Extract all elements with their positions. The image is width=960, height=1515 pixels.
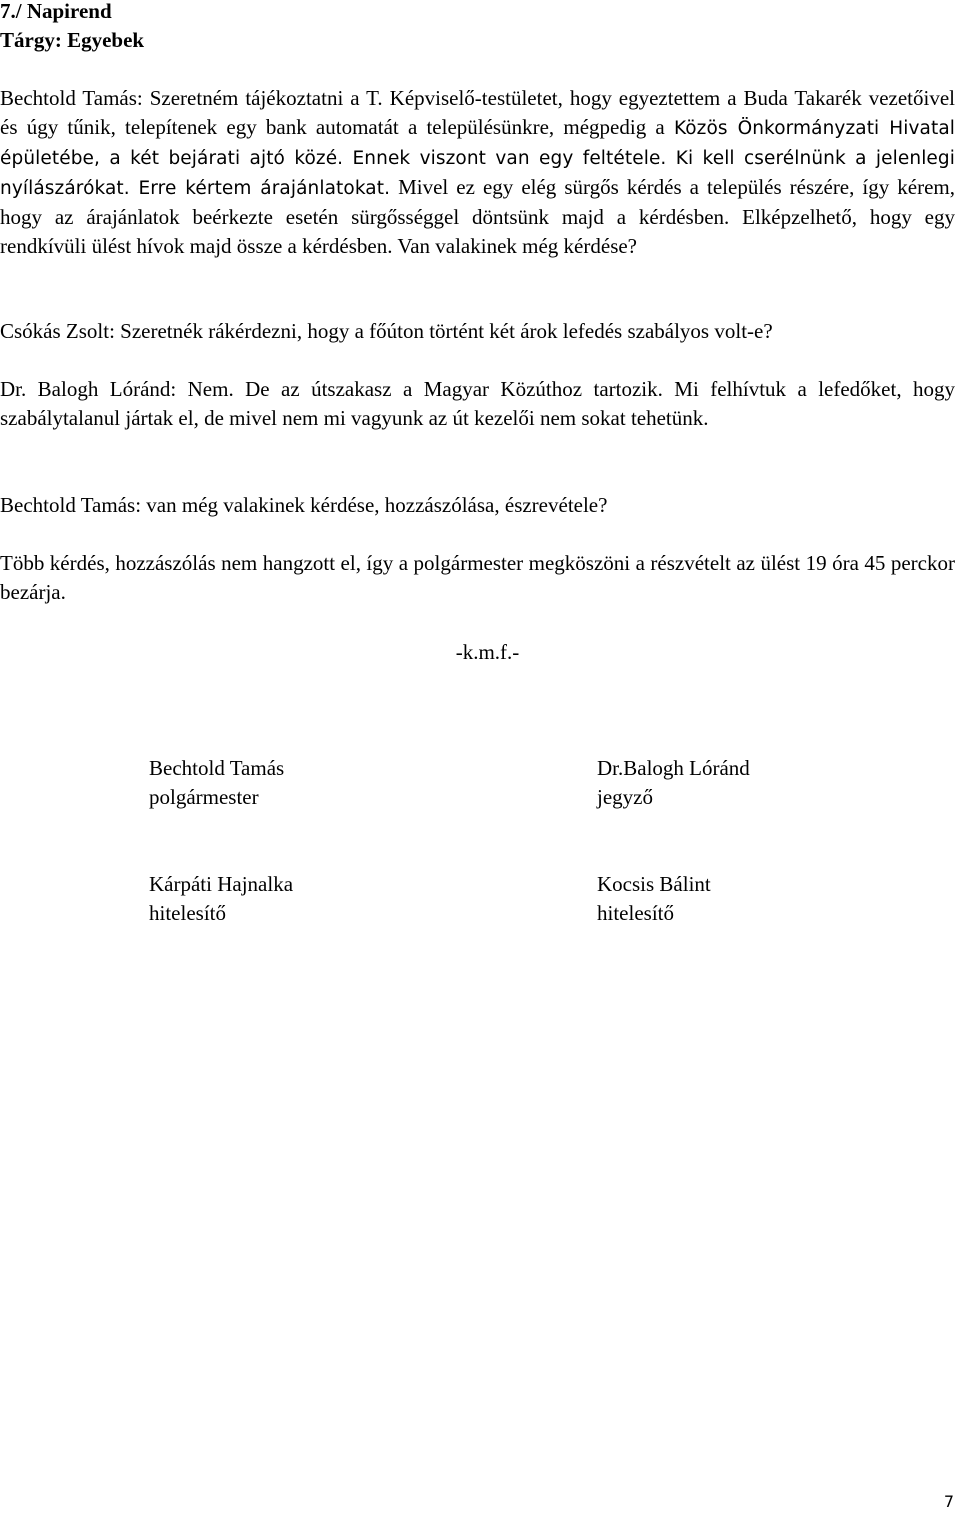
signature-name: Bechtold Tamás bbox=[149, 756, 285, 780]
paragraph-closing: Több kérdés, hozzászólás nem hangzott el, így a polgármester megköszöni a részvételt az ülést 19 óra 45 perckor bezárja. bbox=[0, 551, 955, 604]
agenda-heading: 7./ Napirend bbox=[0, 0, 112, 23]
paragraph-mayor-info-text-2: Közös Önkormányzati Hivatal épületébe, a két bejárati ajtó közé. Ennek viszont van egy feltétele. Ki kell cserélnünk a jelenlegi nyílászárókat. Erre kértem árajánlatokat. bbox=[0, 118, 955, 199]
signature-mayor bbox=[149, 754, 284, 812]
paragraph-question: Csókás Zsolt: Szeretnék rákérdezni, hogy a főúton történt két árok lefedés szabályos volt-e? bbox=[0, 319, 773, 343]
signature-authenticator-1 bbox=[149, 870, 293, 928]
closing-mark: -k.m.f.- bbox=[455, 640, 520, 664]
signature-name: Kocsis Bálint bbox=[597, 872, 711, 896]
signature-authenticator-2 bbox=[597, 870, 711, 928]
signature-role: jegyző bbox=[597, 785, 653, 809]
subject-heading: Tárgy: Egyebek bbox=[0, 28, 145, 52]
signature-notary bbox=[597, 754, 750, 812]
paragraph-mayor-info-text-3: Mivel ez egy elég sürgős kérdés a település részére, így kérem, hogy az árajánlatok beérkezte esetén sürgősséggel döntsünk majd a kérdésben. Elképzelhető, hogy egy rendkívüli ülést hívok majd össze a kérdésben. Van valakinek még kérdése? bbox=[0, 175, 955, 258]
signature-name: Kárpáti Hajnalka bbox=[149, 872, 294, 896]
signature-role: hitelesítő bbox=[149, 901, 226, 925]
signature-role: polgármester bbox=[149, 785, 259, 809]
paragraph-mayor-info-text-1: Bechtold Tamás: Szeretném tájékoztatni a T. Képviselő-testületet, hogy egyeztettem a Buda Takarék vezetőivel és úgy tűnik, telepítenek egy bank automatát a településünkre, mégpedig a bbox=[0, 86, 955, 139]
signature-name: Dr.Balogh Lóránd bbox=[597, 756, 750, 780]
signature-role: hitelesítő bbox=[597, 901, 674, 925]
paragraph-answer: Dr. Balogh Lóránd: Nem. De az útszakasz a Magyar Közúthoz tartozik. Mi felhívtuk a lefedőket, hogy szabálytalanul jártak el, de mivel nem mi vagyunk az út kezelői nem sokat tehetünk. bbox=[0, 377, 955, 430]
paragraph-further-questions: Bechtold Tamás: van még valakinek kérdése, hozzászólása, észrevétele? bbox=[0, 493, 608, 517]
page-number: 7 bbox=[943, 1492, 954, 1511]
paragraph-mayor-info bbox=[0, 84, 955, 261]
